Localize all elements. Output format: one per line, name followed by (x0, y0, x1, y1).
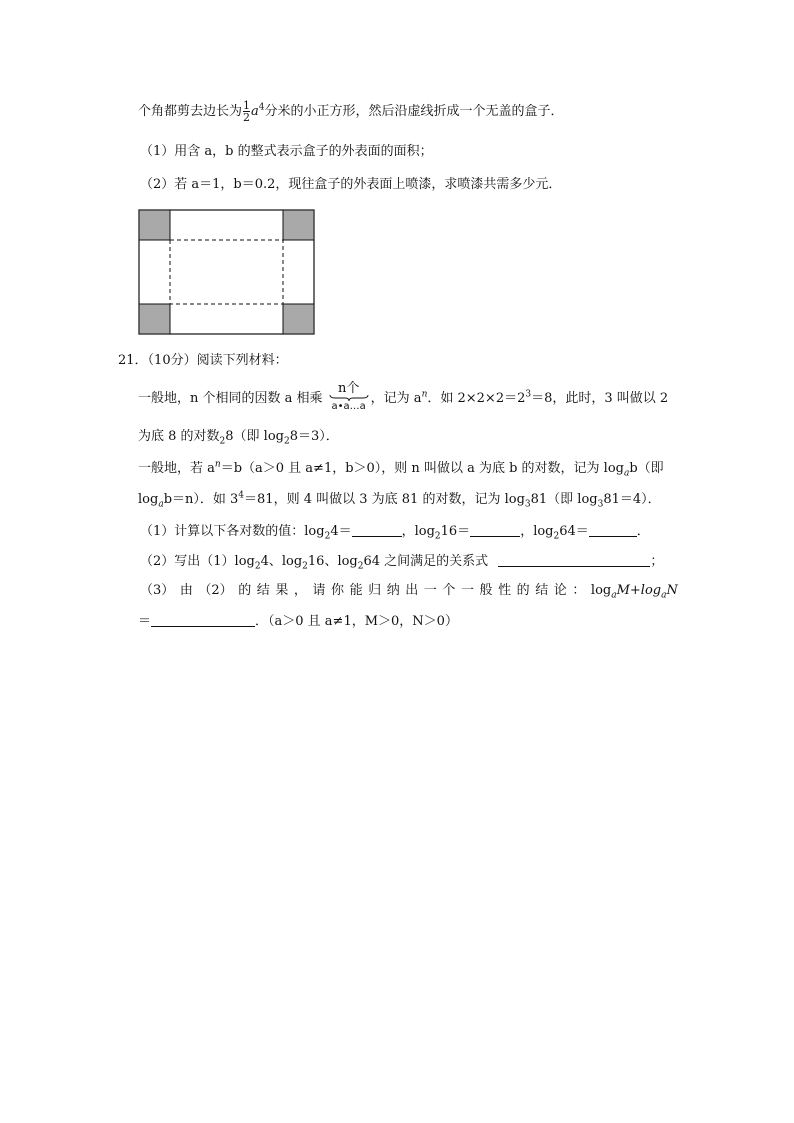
q21-s1-d: 16＝ (440, 524, 471, 539)
fold-lines-dashed (170, 240, 283, 304)
q21-sub3 (140, 582, 678, 600)
q20-part2: （2）若 a＝1，b＝0.2，现往盒子的外表面上喷漆，求喷漆共需多少元． (140, 177, 562, 192)
underbrace-group (327, 380, 371, 414)
q20-line1-post: 分米的小正方形，然后沿虚线折成一个无盖的盒子． (264, 104, 564, 119)
q21-s3-c16: 般 (479, 583, 493, 598)
q21-s4-a: ＝ (138, 614, 152, 629)
q21-p4-sub: a (158, 499, 164, 510)
q21-s1-sub1: 2 (324, 531, 331, 542)
q21-p4-sup: 4 (238, 490, 245, 501)
answer-blank-5[interactable] (151, 612, 255, 627)
q21-s3-c3: 的 (238, 583, 252, 598)
q21-p1-b: ，记为 a (370, 391, 422, 406)
q21-p4-a: log (138, 492, 159, 507)
q21-p4-sub2: 3 (524, 499, 531, 510)
q21-p2-a: 为底 8 的对数 (138, 429, 220, 444)
q21-para1 (138, 380, 668, 414)
box-net-figure (138, 209, 316, 337)
q21-s2-b: 4、log (260, 554, 303, 569)
q21-s3-c21: ： (572, 583, 586, 598)
formula-sub-1: a (611, 590, 617, 601)
q21-para3 (138, 460, 664, 478)
q21-s2-e: ； (650, 554, 664, 569)
q21-p4-c: ＝81，则 4 叫做以 3 为底 81 的对数，记为 log (244, 492, 525, 507)
q21-s3-c18: 的 (516, 583, 530, 598)
underbrace-bottom-label: a•a…a (331, 401, 366, 412)
q21-s3-c11: 纳 (386, 583, 400, 598)
q21-p2-b: 2 (219, 436, 226, 447)
formula-n: N (666, 583, 678, 598)
q21-p4-d: 81（即 log (530, 492, 598, 507)
q21-p3-a: 一般地，若 a (138, 461, 215, 476)
q21-heading: 21．（10分）阅读下列材料： (118, 353, 288, 368)
q21-s2-sub2: 2 (302, 561, 308, 572)
q20-line1 (138, 100, 564, 123)
q21-p3-sub: a (623, 468, 630, 479)
q21-s3-c2: （2） (198, 583, 233, 598)
corner-square-tr (283, 210, 314, 240)
q21-p1-c: ．如 2×2×2＝2 (427, 391, 526, 406)
q21-s2-d: 64 之间满足的关系式 (363, 554, 489, 569)
q21-p3-sup: n (214, 459, 221, 470)
q21-p2-c: 8（即 log (225, 429, 284, 444)
formula-log-1: log (590, 583, 612, 598)
q21-s4-b: ．（a＞0 且 a≠1，M＞0，N＞0） (255, 614, 458, 629)
q21-s1-g: ． (636, 524, 650, 539)
fraction-denominator: 2 (243, 111, 251, 124)
corner-square-br (283, 304, 314, 334)
q21-s3-c8: 你 (331, 583, 345, 598)
answer-blank-4[interactable] (498, 552, 650, 567)
var-a: a (251, 104, 259, 119)
q21-p1-d: ＝8，此时，3 叫做以 2 (531, 391, 669, 406)
q21-s1-sub3: 2 (553, 531, 560, 542)
q21-para4 (138, 491, 661, 509)
underbrace-top-label: n个 (337, 381, 360, 396)
q21-para2 (138, 428, 339, 446)
formula-mid: M+log (616, 583, 662, 598)
q21-s3-c14: 个 (442, 583, 456, 598)
q20-part1: （1）用含 a，b 的整式表示盒子的外表面的面积； (140, 144, 433, 159)
q21-s3-c5: 果 (275, 583, 289, 598)
q21-p1-a: 一般地，n 个相同的因数 a 相乘 (138, 391, 323, 406)
q21-s1-e: ，log (520, 524, 554, 539)
q21-s3-c10: 归 (368, 583, 382, 598)
q21-p1-b-sup: n (421, 389, 428, 400)
q21-p2-e: 8＝3）． (289, 429, 339, 444)
q21-s3-c17: 性 (498, 583, 512, 598)
q21-s1-b: 4＝ (330, 524, 352, 539)
q21-p4-sub3: 3 (597, 499, 604, 510)
q21-s1-a: （1）计算以下各对数的值：log (140, 524, 325, 539)
q21-s2-sub1: 2 (254, 561, 261, 572)
q21-sub3-line2 (138, 612, 458, 631)
q21-s3-c20: 论 (553, 583, 567, 598)
formula-sub-2: a (661, 590, 667, 601)
q21-s3-c9: 能 (349, 583, 363, 598)
q21-s3-c12: 出 (405, 583, 419, 598)
q21-s3-c7: 请 (312, 583, 326, 598)
corner-square-bl (139, 304, 170, 334)
q21-s1-sub2: 2 (434, 531, 441, 542)
answer-blank-3[interactable] (589, 522, 637, 537)
q21-sub2 (140, 552, 663, 571)
answer-blank-1[interactable] (352, 522, 402, 537)
q21-p1-c-sup: 3 (525, 389, 532, 400)
exponent: 4 (258, 102, 265, 113)
q21-p4-e: 81＝4）． (603, 492, 661, 507)
q21-s3-c4: 结 (256, 583, 270, 598)
fraction-numerator: 1 (243, 99, 251, 112)
q21-s2-c: 16、log (307, 554, 358, 569)
q21-p2-d: 2 (284, 436, 290, 447)
q21-s2-sub3: 2 (357, 561, 364, 572)
q20-line1-text: 个角都剪去边长为 (138, 104, 243, 119)
q21-s3-c13: 一 (423, 583, 437, 598)
q21-s1-f: 64＝ (559, 524, 589, 539)
q21-s3-c0: （3） (140, 583, 175, 598)
corner-square-tl (139, 210, 170, 240)
q21-s3-formula (591, 582, 678, 600)
answer-blank-2[interactable] (470, 522, 520, 537)
q21-s2-a: （2）写出（1）log (140, 554, 255, 569)
fraction (243, 100, 250, 123)
q21-s3-c1: 由 (179, 583, 193, 598)
q21-p3-c: b（即 (629, 461, 664, 476)
q21-s1-c: ，log (401, 524, 435, 539)
q21-s3-c15: 一 (460, 583, 474, 598)
q21-p4-b: b＝n）．如 3 (163, 492, 239, 507)
q21-s3-c19: 结 (535, 583, 549, 598)
q21-sub1 (140, 522, 650, 541)
q21-s3-c6: ， (293, 583, 307, 598)
q21-p3-b: ＝b（a＞0 且 a≠1，b＞0），则 n 叫做以 a 为底 b 的对数，记为 log (220, 461, 624, 476)
